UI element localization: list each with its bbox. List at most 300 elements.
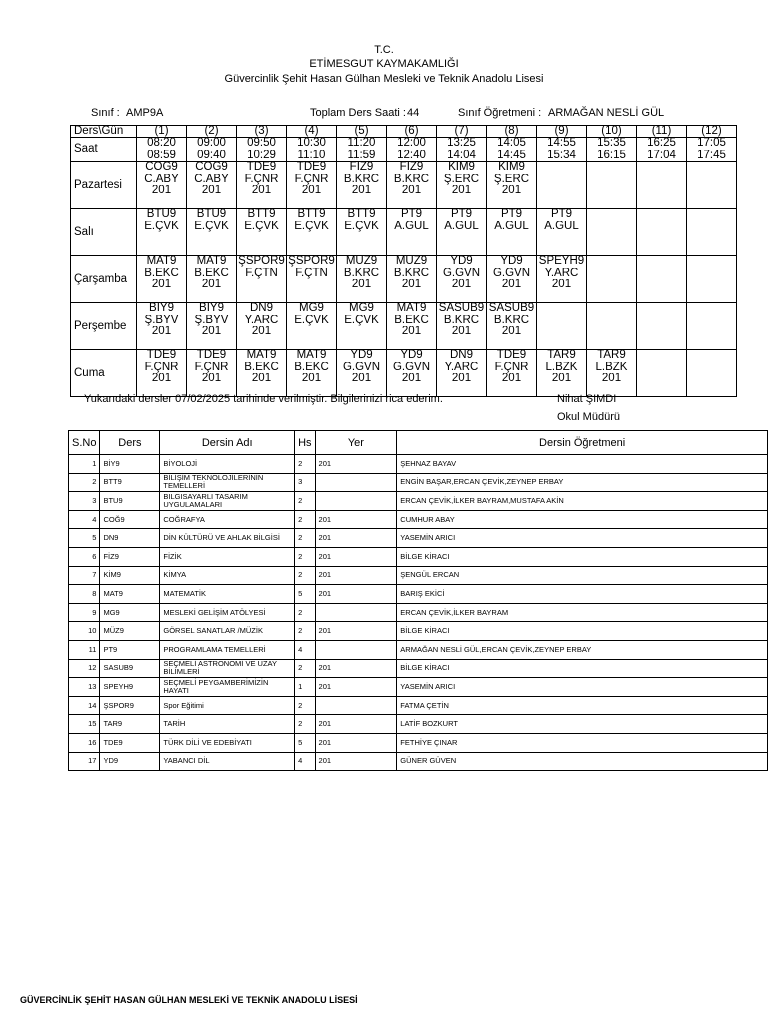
course-location: 201 (315, 715, 397, 734)
course-teacher: BARIŞ EKİCİ (397, 585, 768, 604)
period-number: (1) (137, 126, 187, 138)
lesson-cell (387, 162, 437, 209)
room: 201 (201, 185, 222, 196)
day-name: Perşembe (71, 303, 137, 350)
lesson-cell (487, 209, 537, 256)
course-teacher: FATMA ÇETİN (397, 696, 768, 715)
course-name: BİYOLOJİ (160, 455, 295, 474)
day-name: Çarşamba (71, 256, 137, 303)
teacher-code: Ş.BYV (194, 314, 229, 326)
teacher-code: B.KRC (493, 314, 530, 326)
room (687, 326, 736, 338)
lesson-code: FİZ9 (399, 162, 424, 173)
course-code: MG9 (100, 603, 160, 622)
lesson-code: BTU9 (196, 209, 227, 220)
teacher-code: B.EKC (394, 314, 429, 326)
course-code: DN9 (100, 529, 160, 548)
course-row (69, 678, 768, 697)
lesson-cell (687, 256, 737, 303)
room (537, 185, 586, 197)
lesson-cell (187, 303, 237, 350)
teacher-code: F.ÇNR (294, 173, 329, 185)
lesson-cell (687, 162, 737, 209)
course-hours: 2 (295, 455, 315, 474)
period-time (437, 138, 487, 162)
course-code: TAR9 (100, 715, 160, 734)
lesson-cell (537, 350, 587, 397)
schedule-period-row (71, 126, 737, 138)
course-teacher: YASEMİN ARICI (397, 678, 768, 697)
course-sno: 7 (69, 566, 100, 585)
teacher-code: A.GÜL (544, 220, 579, 232)
teacher-code: E.ÇVK (294, 314, 329, 326)
lesson-cell (287, 303, 337, 350)
teacher-code: B.KRC (443, 314, 480, 326)
teacher-code: Ş.ERC (493, 173, 530, 185)
lesson-code: TDE9 (496, 350, 527, 361)
course-row (69, 622, 768, 641)
course-sno: 6 (69, 547, 100, 566)
lesson-cell (137, 303, 187, 350)
room (287, 279, 336, 291)
header-tc: T.C. (374, 44, 394, 56)
course-hours: 2 (295, 715, 315, 734)
lesson-code (687, 350, 736, 362)
teacher-code (587, 221, 636, 233)
lesson-code (687, 303, 736, 315)
period-time (237, 138, 287, 162)
room: 201 (451, 373, 472, 384)
lesson-code (687, 256, 736, 268)
end-time: 14:04 (447, 149, 476, 161)
end-time: 08:59 (147, 149, 176, 161)
lesson-code: KİM9 (448, 162, 475, 173)
total-hours-value: 44 (407, 107, 420, 119)
course-hours: 2 (295, 492, 315, 511)
lesson-cell (637, 303, 687, 350)
room: 201 (501, 185, 522, 196)
lesson-code: FİZ9 (349, 162, 374, 173)
room (687, 232, 736, 244)
course-location: 201 (315, 622, 397, 641)
lesson-code: PT9 (400, 209, 423, 220)
lesson-cell (687, 350, 737, 397)
lesson-code: ŞSPOR9 (288, 256, 335, 267)
lesson-cell (387, 256, 437, 303)
lesson-code: MAT9 (246, 350, 277, 361)
course-location: 201 (315, 510, 397, 529)
course-teacher: LATİF BOZKURT (397, 715, 768, 734)
period-number: (2) (187, 126, 237, 138)
lesson-cell (587, 162, 637, 209)
start-time: 15:35 (597, 138, 626, 149)
teacher-code: Y.ARC (444, 361, 479, 373)
room: 201 (501, 279, 522, 290)
total-hours-label: Toplam Ders Saati : (310, 107, 406, 119)
header-district: ETİMESGUT KAYMAKAMLIĞI (309, 58, 459, 70)
period-time (287, 138, 337, 162)
start-time: 08:20 (147, 138, 176, 149)
course-hours: 2 (295, 603, 315, 622)
teacher-code: L.BZK (595, 361, 628, 373)
course-row (69, 752, 768, 771)
course-teacher: ŞENGÜL ERCAN (397, 566, 768, 585)
lesson-code: BİY9 (149, 303, 174, 314)
course-hours: 2 (295, 529, 315, 548)
class-value: AMP9A (126, 107, 164, 119)
teacher-code: B.EKC (294, 361, 329, 373)
course-row (69, 640, 768, 659)
course-teacher: BİLGE KİRACI (397, 622, 768, 641)
teacher-code (637, 362, 686, 374)
course-row (69, 603, 768, 622)
lesson-cell (237, 162, 287, 209)
schedule-time-row (71, 138, 737, 162)
lesson-code: COĞ9 (195, 162, 228, 173)
course-sno: 1 (69, 455, 100, 474)
lesson-code: TDE9 (146, 350, 177, 361)
room (587, 232, 636, 244)
lesson-cell (587, 303, 637, 350)
room: 201 (401, 373, 422, 384)
lesson-cell (487, 162, 537, 209)
room: 201 (501, 373, 522, 384)
course-row (69, 547, 768, 566)
room: 201 (351, 373, 372, 384)
room (537, 326, 586, 338)
period-number: (6) (387, 126, 437, 138)
teacher-code: G.GVN (442, 267, 481, 279)
course-code: KİM9 (100, 566, 160, 585)
course-sno: 2 (69, 473, 100, 492)
teacher-code: F.ÇNR (244, 173, 279, 185)
course-name: Spor Eğitimi (160, 696, 295, 715)
room: 201 (201, 279, 222, 290)
schedule-day-row (71, 350, 737, 397)
room (337, 232, 386, 244)
course-sno: 11 (69, 640, 100, 659)
lesson-cell (637, 256, 687, 303)
header-course-name: Dersin Adı (160, 431, 295, 455)
lesson-cell (587, 256, 637, 303)
teacher-code: F.ÇNR (494, 361, 529, 373)
lesson-code: YD9 (500, 256, 523, 267)
teacher-code: G.GVN (392, 361, 431, 373)
course-hours: 2 (295, 659, 315, 678)
course-code: BTT9 (100, 473, 160, 492)
header-teacher: Dersin Öğretmeni (397, 431, 768, 455)
lesson-cell (287, 350, 337, 397)
room (587, 326, 636, 338)
course-sno: 13 (69, 678, 100, 697)
course-row (69, 473, 768, 492)
teacher-code: B.EKC (144, 267, 179, 279)
lesson-cell (487, 256, 537, 303)
lesson-cell (437, 350, 487, 397)
lesson-code: DN9 (449, 350, 473, 361)
end-time: 12:40 (397, 149, 426, 161)
teacher-code: E.ÇVK (244, 220, 279, 232)
lesson-cell (687, 209, 737, 256)
teacher-code (587, 268, 636, 280)
lesson-cell (137, 162, 187, 209)
room (587, 185, 636, 197)
course-row (69, 696, 768, 715)
schedule-day-row (71, 256, 737, 303)
principal-title: Okul Müdürü (557, 411, 620, 423)
room: 201 (151, 185, 172, 196)
lesson-code: SASUB9 (488, 303, 535, 314)
lesson-cell (337, 303, 387, 350)
lesson-code: YD9 (350, 350, 373, 361)
teacher-code: A.GÜL (444, 220, 479, 232)
teacher-code: F.ÇNR (194, 361, 229, 373)
lesson-code: SASUB9 (438, 303, 485, 314)
course-location: 201 (315, 659, 397, 678)
lesson-code: MAT9 (296, 350, 327, 361)
lesson-code (637, 256, 686, 268)
room (537, 232, 586, 244)
period-number: (12) (687, 126, 737, 138)
room (137, 232, 186, 244)
end-time: 11:10 (297, 149, 326, 161)
teacher-code: A.GÜL (494, 220, 529, 232)
lesson-code (687, 162, 736, 174)
room (237, 279, 286, 291)
lesson-code: KİM9 (498, 162, 525, 173)
lesson-code (537, 162, 586, 174)
teacher-code: Ş.BYV (144, 314, 179, 326)
period-time (487, 138, 537, 162)
course-code: BİY9 (100, 455, 160, 474)
course-location (315, 492, 397, 511)
room: 201 (451, 279, 472, 290)
room: 201 (351, 279, 372, 290)
lesson-code: PT9 (550, 209, 573, 220)
teacher-code (587, 174, 636, 186)
course-location: 201 (315, 585, 397, 604)
room (587, 279, 636, 291)
teacher-code (687, 221, 736, 233)
room: 201 (551, 373, 572, 384)
room: 201 (601, 373, 622, 384)
lesson-code: BTT9 (347, 209, 376, 220)
lesson-cell (487, 350, 537, 397)
teacher-code (537, 174, 586, 186)
period-number: (4) (287, 126, 337, 138)
course-teacher: FETHİYE ÇINAR (397, 733, 768, 752)
principal-name: Nihat ŞIMDI (557, 393, 617, 405)
lesson-cell (437, 303, 487, 350)
course-location: 201 (315, 733, 397, 752)
start-time: 13:25 (447, 138, 476, 149)
weekly-schedule-table (70, 125, 737, 397)
course-hours: 2 (295, 547, 315, 566)
lesson-code: MG9 (299, 303, 324, 314)
course-row (69, 455, 768, 474)
course-location: 201 (315, 678, 397, 697)
course-sno: 8 (69, 585, 100, 604)
room: 201 (451, 185, 472, 196)
room (287, 326, 336, 338)
teacher-code (687, 362, 736, 374)
end-time: 17:04 (647, 149, 676, 161)
course-row (69, 510, 768, 529)
room (387, 232, 436, 244)
teacher-code: B.KRC (393, 267, 430, 279)
lesson-cell (237, 256, 287, 303)
teacher-code (687, 315, 736, 327)
course-teacher: ŞEHNAZ BAYAV (397, 455, 768, 474)
day-name: Cuma (71, 350, 137, 397)
lesson-code (537, 303, 586, 315)
lesson-code: DN9 (249, 303, 273, 314)
lesson-cell (537, 162, 587, 209)
lesson-code: COĞ9 (145, 162, 178, 173)
course-code: YD9 (100, 752, 160, 771)
course-location: 201 (315, 566, 397, 585)
end-time: 14:45 (497, 149, 526, 161)
time-label: Saat (71, 138, 137, 162)
lesson-code: TAR9 (597, 350, 626, 361)
period-time (137, 138, 187, 162)
lesson-cell (137, 209, 187, 256)
lesson-cell (287, 256, 337, 303)
course-hours: 2 (295, 566, 315, 585)
course-name: SEÇMELİ PEYGAMBERİMİZİN HAYATI (160, 678, 295, 697)
lesson-code: BİY9 (199, 303, 224, 314)
lesson-code: PT9 (450, 209, 473, 220)
course-name: TARİH (160, 715, 295, 734)
course-location: 201 (315, 547, 397, 566)
room: 201 (201, 326, 222, 337)
room (687, 279, 736, 291)
course-row (69, 585, 768, 604)
course-name: PROGRAMLAMA TEMELLERİ (160, 640, 295, 659)
room: 201 (451, 326, 472, 337)
lesson-code: MÜZ9 (345, 256, 378, 267)
teacher-code: B.KRC (343, 173, 380, 185)
room (637, 326, 686, 338)
course-name: BILGISAYARLI TASARIM UYGULAMALARI (160, 492, 295, 511)
course-name: SEÇMELİ ASTRONOMİ VE UZAY BİLİMLERİ (160, 659, 295, 678)
course-code: FİZ9 (100, 547, 160, 566)
start-time: 09:00 (197, 138, 226, 149)
lesson-cell (387, 303, 437, 350)
teacher-code (537, 315, 586, 327)
lesson-code: MAT9 (146, 256, 177, 267)
header-sno: S.No (69, 431, 100, 455)
course-hours: 2 (295, 622, 315, 641)
period-time (187, 138, 237, 162)
teacher-code: E.ÇVK (144, 220, 179, 232)
lesson-code: PT9 (500, 209, 523, 220)
lesson-cell (237, 303, 287, 350)
teacher-code: B.KRC (393, 173, 430, 185)
teacher-code (637, 221, 686, 233)
class-teacher-label: Sınıf Öğretmeni : (458, 107, 542, 119)
course-code: MÜZ9 (100, 622, 160, 641)
course-header-row (69, 431, 768, 455)
lesson-code: BTU9 (146, 209, 177, 220)
lesson-cell (287, 209, 337, 256)
room: 201 (551, 279, 572, 290)
course-row (69, 715, 768, 734)
course-sno: 14 (69, 696, 100, 715)
teacher-code: E.ÇVK (294, 220, 329, 232)
course-location (315, 603, 397, 622)
start-time: 11:20 (347, 138, 376, 149)
lesson-code (637, 209, 686, 221)
lesson-cell (387, 350, 437, 397)
room: 201 (301, 185, 322, 196)
lesson-code: BTT9 (297, 209, 326, 220)
course-location (315, 473, 397, 492)
room (637, 185, 686, 197)
room: 201 (251, 326, 272, 337)
lesson-code: BTT9 (247, 209, 276, 220)
start-time: 10:30 (297, 138, 326, 149)
course-name: DİN KÜLTÜRÜ VE AHLAK BİLGİSİ (160, 529, 295, 548)
lesson-cell (587, 350, 637, 397)
lesson-code (587, 209, 636, 221)
course-code: TDE9 (100, 733, 160, 752)
course-location (315, 640, 397, 659)
course-location: 201 (315, 455, 397, 474)
day-name: Pazartesi (71, 162, 137, 209)
lesson-cell (637, 209, 687, 256)
lesson-code: TDE9 (296, 162, 327, 173)
course-name: COĞRAFYA (160, 510, 295, 529)
teacher-code: Y.ARC (544, 267, 579, 279)
room (237, 232, 286, 244)
room: 201 (151, 279, 172, 290)
day-name: Salı (71, 209, 137, 256)
course-code: PT9 (100, 640, 160, 659)
course-sno: 17 (69, 752, 100, 771)
course-location (315, 696, 397, 715)
course-hours: 2 (295, 696, 315, 715)
teacher-code: B.EKC (194, 267, 229, 279)
course-hours: 4 (295, 640, 315, 659)
course-row (69, 733, 768, 752)
end-time: 16:15 (597, 149, 626, 161)
room (687, 373, 736, 385)
end-time: 09:40 (197, 149, 226, 161)
period-time (537, 138, 587, 162)
course-sno: 16 (69, 733, 100, 752)
teacher-code: E.ÇVK (194, 220, 229, 232)
teacher-code: C.ABY (194, 173, 229, 185)
room (437, 232, 486, 244)
teacher-code: G.GVN (342, 361, 381, 373)
teacher-code (687, 268, 736, 280)
start-time: 16:25 (647, 138, 676, 149)
course-hours: 3 (295, 473, 315, 492)
lesson-cell (437, 209, 487, 256)
room (637, 232, 686, 244)
lesson-cell (387, 209, 437, 256)
teacher-code: F.ÇTN (295, 267, 328, 279)
course-name: GÖRSEL SANATLAR /MÜZİK (160, 622, 295, 641)
course-code: ŞSPOR9 (100, 696, 160, 715)
teacher-code: L.BZK (545, 361, 578, 373)
course-name: TÜRK DİLİ VE EDEBİYATI (160, 733, 295, 752)
end-time: 10:29 (247, 149, 276, 161)
lesson-cell (537, 209, 587, 256)
course-row (69, 529, 768, 548)
course-teacher: YASEMİN ARICI (397, 529, 768, 548)
